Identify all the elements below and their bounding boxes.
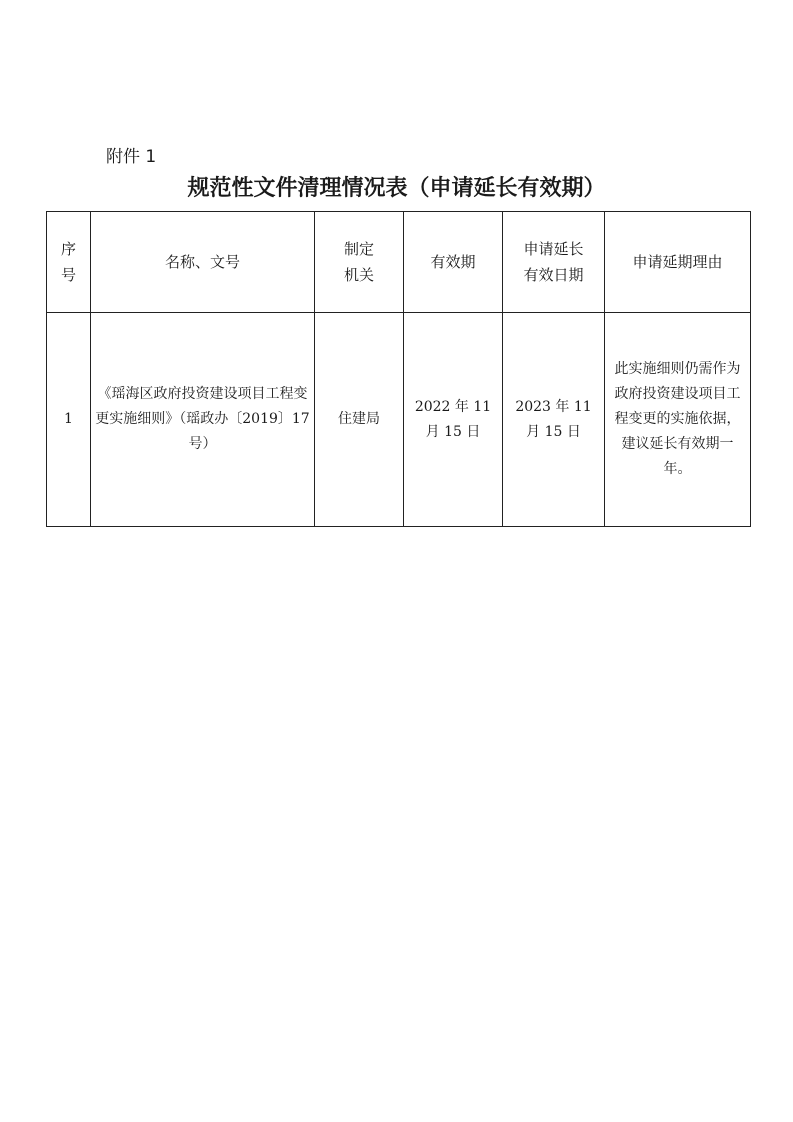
header-index — [47, 212, 91, 313]
header-agency-line2: 机关 — [343, 266, 374, 284]
header-reason: 申请延期理由 — [605, 212, 751, 313]
row-agency: 住建局 — [315, 313, 404, 527]
header-agency — [315, 212, 404, 313]
header-extended — [503, 212, 605, 313]
header-extended-line2: 有效日期 — [523, 266, 584, 284]
attachment-label: 附件 1 — [106, 147, 157, 167]
row-validity: 2022 年 11 月 15 日 — [404, 313, 503, 527]
table-header-row — [47, 212, 751, 313]
table-row — [47, 313, 751, 527]
row-reason: 此实施细则仍需作为政府投资建设项目工程变更的实施依据，建议延长有效期一年。 — [605, 313, 751, 527]
row-extended: 2023 年 11 月 15 日 — [503, 313, 605, 527]
row-index: 1 — [47, 313, 91, 527]
document-title: 规范性文件清理情况表（申请延长有效期） — [187, 175, 606, 201]
cleanup-table — [46, 211, 751, 527]
header-index-line2: 号 — [60, 266, 76, 284]
header-agency-line1: 制定 — [343, 240, 374, 258]
header-index-line1: 序 — [60, 240, 76, 258]
header-name: 名称、文号 — [91, 212, 315, 313]
row-name: 《瑶海区政府投资建设项目工程变更实施细则》（瑶政办〔2019〕17号） — [91, 313, 315, 527]
header-validity: 有效期 — [404, 212, 503, 313]
header-extended-line1: 申请延长 — [523, 240, 584, 258]
